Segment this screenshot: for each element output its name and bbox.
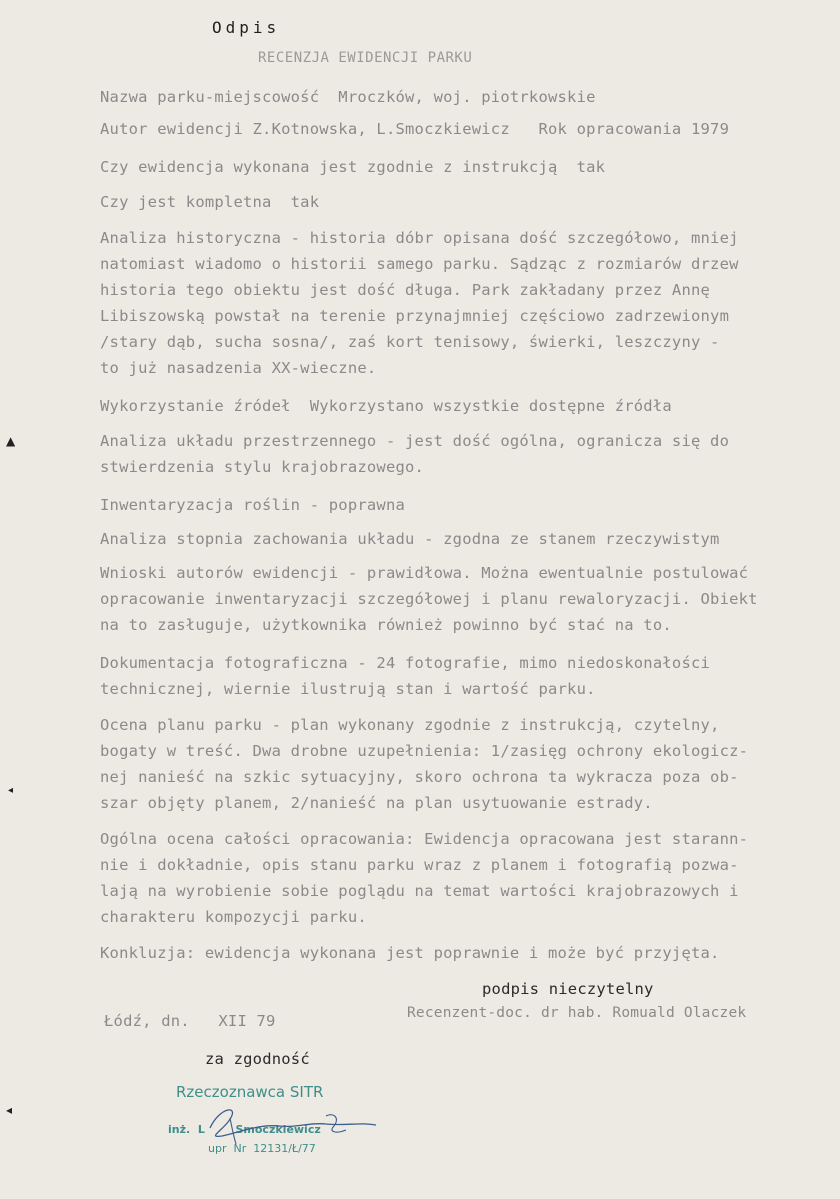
text-line: bogaty w treść. Dwa drobne uzupełnienia: 1/zasięg ochrony ekologicz- — [100, 742, 749, 760]
document-title: RECENZJA EWIDENCJI PARKU — [258, 50, 473, 66]
text-line: nie i dokładnie, opis stanu parku wraz z planem i fotografią pozwa- — [100, 856, 739, 874]
text-line: Nazwa parku-miejscowość Mroczków, woj. piotrkowskie — [100, 88, 596, 106]
text-line: Dokumentacja fotograficzna - 24 fotografie, mimo niedoskonałości — [100, 654, 711, 672]
text-line: Inwentaryzacja roślin - poprawna — [100, 496, 406, 514]
text-line: /stary dąb, sucha sosna/, zaś kort tenisowy, świerki, leszczyny - — [100, 333, 720, 351]
text-line: Czy ewidencja wykonana jest zgodnie z instrukcją tak — [100, 158, 606, 176]
reviewer: Recenzent-doc. dr hab. Romuald Olaczek — [407, 1005, 747, 1021]
text-line: to już nasadzenia XX-wieczne. — [100, 359, 377, 377]
text-line: Wnioski autorów ewidencji - prawidłowa. Można ewentualnie postulować — [100, 564, 749, 582]
stamp-number: upr Nr 12131/Ł/77 — [208, 1142, 316, 1155]
stamp-title: Rzeczoznawca SITR — [176, 1083, 324, 1101]
text-line: natomiast wiadomo o historii samego parku. Sądząc z rozmiarów drzew — [100, 255, 739, 273]
text-line: nej nanieść na szkic sytuacyjny, skoro ochrona ta wykracza poza ob- — [100, 768, 739, 786]
text-line: Autor ewidencji Z.Kotnowska, L.Smoczkiewicz Rok opracowania 1979 — [100, 120, 730, 138]
text-line: Ocena planu parku - plan wykonany zgodnie z instrukcją, czytelny, — [100, 716, 720, 734]
stamp-name: inż. L Smoczkiewicz — [168, 1123, 321, 1136]
text-line: Analiza układu przestrzennego - jest dość ogólna, ogranicza się do — [100, 432, 730, 450]
handwritten-signature — [150, 1098, 390, 1158]
text-line: Ogólna ocena całości opracowania: Ewidencja opracowana jest starann- — [100, 830, 749, 848]
text-line: stwierdzenia stylu krajobrazowego. — [100, 458, 425, 476]
text-line: charakteru kompozycji parku. — [100, 908, 367, 926]
certify-label: za zgodność — [205, 1050, 310, 1068]
text-line: historia tego obiektu jest dość długa. Park zakładany przez Annę — [100, 281, 711, 299]
margin-mark: ◂ — [8, 785, 14, 796]
margin-mark: ◂ — [6, 1103, 13, 1117]
text-line: Libiszowską powstał na terenie przynajmniej częściowo zadrzewionym — [100, 307, 730, 325]
text-line: Konkluzja: ewidencja wykonana jest poprawnie i może być przyjęta. — [100, 944, 720, 962]
text-line: na to zasługuje, użytkownika również powinno być stać na to. — [100, 616, 672, 634]
signature-note: podpis nieczytelny — [482, 980, 654, 998]
text-line: szar objęty planem, 2/nanieść na plan usytuowanie estrady. — [100, 794, 653, 812]
text-line: Analiza historyczna - historia dóbr opisana dość szczegółowo, mniej — [100, 229, 739, 247]
text-line: lają na wyrobienie sobie poglądu na temat wartości krajobrazowych i — [100, 882, 739, 900]
margin-mark: ▲ — [6, 434, 16, 448]
heading: Odpis — [212, 18, 281, 37]
text-line: Analiza stopnia zachowania układu - zgodna ze stanem rzeczywistym — [100, 530, 720, 548]
text-line: Czy jest kompletna tak — [100, 193, 320, 211]
text-line: opracowanie inwentaryzacji szczegółowej i planu rewaloryzacji. Obiekt — [100, 590, 758, 608]
place-date: Łódź, dn. XII 79 — [104, 1012, 276, 1030]
text-line: Wykorzystanie źródeł Wykorzystano wszystkie dostępne źródła — [100, 397, 672, 415]
text-line: technicznej, wiernie ilustrują stan i wartość parku. — [100, 680, 596, 698]
